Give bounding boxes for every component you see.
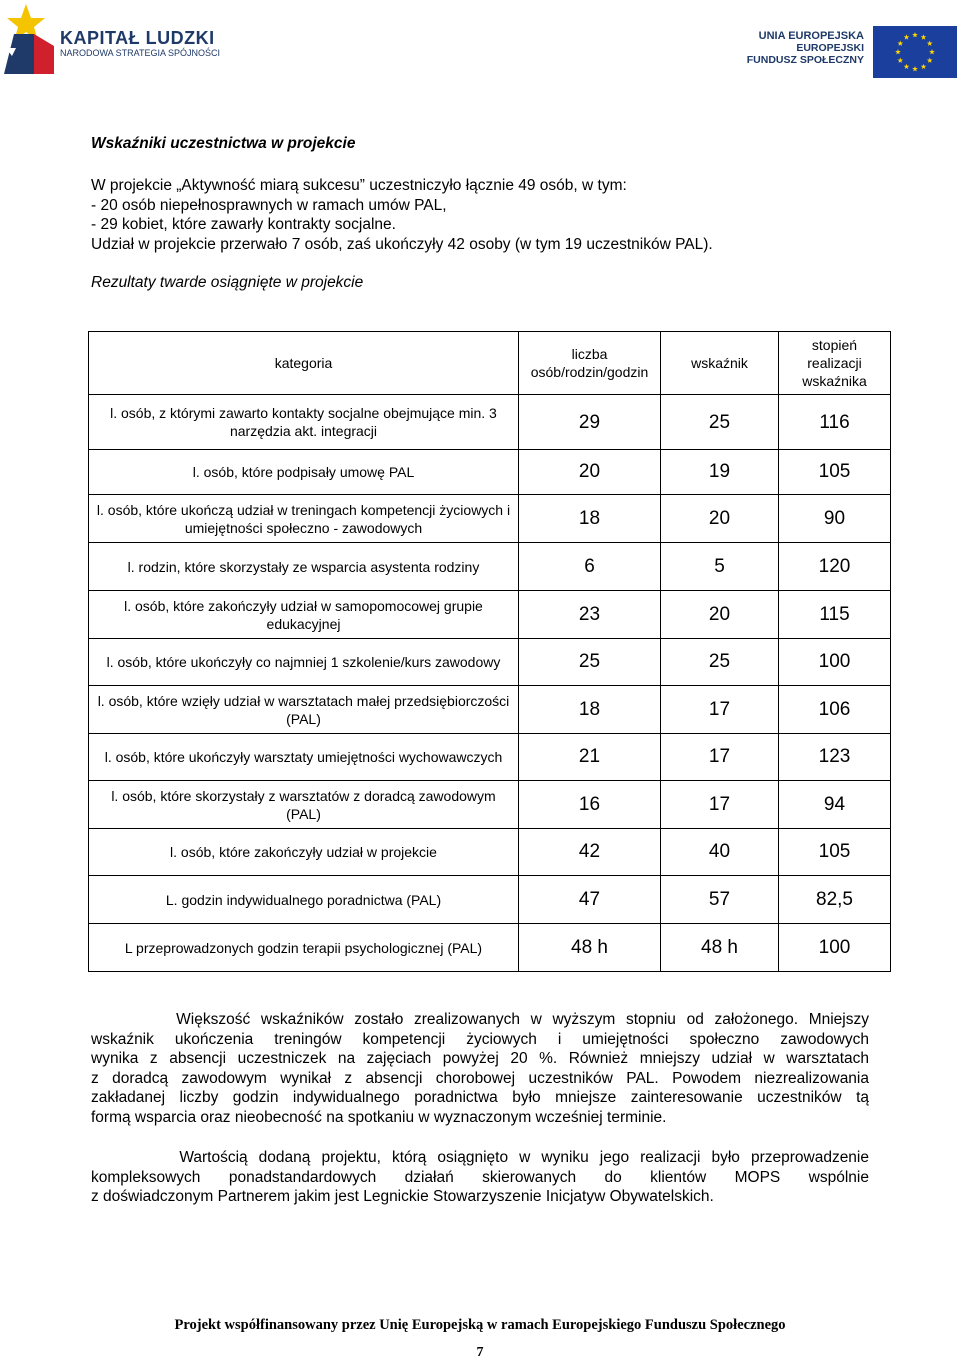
category-cell: l. osób, z którymi zawarto kontakty socjalne obejmujące min. 3 narzędzia akt. integracji (89, 395, 519, 450)
category-cell: l. osób, które zakończyły udział w projekcie (89, 829, 519, 876)
liczba-cell: 23 (519, 591, 661, 639)
table-row (89, 686, 891, 734)
header-wskaznik: wskaźnik (661, 332, 779, 395)
kapital-ludzki-logo (4, 4, 221, 74)
wskaznik-cell: 17 (661, 686, 779, 734)
wskaznik-cell: 20 (661, 591, 779, 639)
category-cell: l. osób, które zakończyły udział w samopomocowej grupie edukacyjnej (89, 591, 519, 639)
paragraph-line: wynika z absencji uczestniczek na zajęciach powyżej 20 %. Również mniejszy udział w warsztatach (91, 1050, 869, 1067)
wskaznik-cell: 25 (661, 395, 779, 450)
liczba-cell: 18 (519, 686, 661, 734)
intro-line: - 20 osób niepełnosprawnych w ramach umów PAL, (91, 196, 447, 214)
header-liczba: liczba osób/rodzin/godzin (519, 332, 661, 395)
stopien-cell: 94 (779, 781, 891, 829)
table-row (89, 639, 891, 686)
stopien-cell: 106 (779, 686, 891, 734)
intro-line: Udział w projekcie przerwało 7 osób, zaś ukończyły 42 osoby (w tym 19 uczestników PAL). (91, 235, 713, 253)
page-number: 7 (476, 1345, 484, 1360)
results-table (88, 331, 891, 972)
wskaznik-cell: 57 (661, 876, 779, 924)
stopien-cell: 123 (779, 734, 891, 781)
paragraph-line: wskaźnik ukończenia treningów kompetencji życiowych i umiejętności społeczno zawodowych (91, 1030, 869, 1048)
eu-fund-label (747, 30, 864, 66)
category-cell: l. osób, które ukończą udział w treningach kompetencji życiowych i umiejętności społeczno - zawodowych (89, 495, 519, 543)
liczba-cell: 47 (519, 876, 661, 924)
table-row (89, 829, 891, 876)
section-title-results: Rezultaty twarde osiągnięte w projekcie (91, 274, 364, 291)
intro-line: - 29 kobiet, które zawarły kontrakty socjalne. (91, 216, 396, 233)
wskaznik-cell: 25 (661, 639, 779, 686)
wskaznik-cell: 19 (661, 450, 779, 495)
category-cell: L. godzin indywidualnego poradnictwa (PAL) (89, 876, 519, 924)
liczba-cell: 25 (519, 639, 661, 686)
liczba-cell: 6 (519, 543, 661, 591)
stopien-cell: 105 (779, 829, 891, 876)
intro-text (91, 176, 713, 254)
wskaznik-cell: 20 (661, 495, 779, 543)
liczba-cell: 42 (519, 829, 661, 876)
intro-line: W projekcie „Aktywność miarą sukcesu” uczestniczyło łącznie 49 osób, w tym: (91, 177, 627, 194)
table-row (89, 450, 891, 495)
header-kategoria: kategoria (89, 332, 519, 395)
paragraph-line: z doradcą zawodowym wynikał z absencji chorobowej uczestników PAL. Powodem niezrealizowania (91, 1069, 869, 1087)
kapital-ludzki-star-emblem-icon (4, 4, 54, 74)
category-cell: l. rodzin, które skorzystały ze wsparcia asystenta rodziny (89, 543, 519, 591)
kapital-ludzki-title: KAPITAŁ LUDZKI (60, 28, 215, 48)
liczba-cell: 16 (519, 781, 661, 829)
table-row (89, 591, 891, 639)
paragraph-line: Wartością dodaną projektu, którą osiągnięto w wyniku jego realizacji było przeprowadzenie (91, 1149, 869, 1166)
summary-paragraph (91, 1010, 869, 1127)
table-row (89, 924, 891, 972)
stopien-cell: 90 (779, 495, 891, 543)
paragraph-line: zakładanej liczby godzin indywidualnego poradnictwa było mniejsze zainteresowanie uczestników tą (91, 1089, 869, 1106)
stopien-cell: 100 (779, 924, 891, 972)
liczba-cell: 48 h (519, 924, 661, 972)
wskaznik-cell: 40 (661, 829, 779, 876)
category-cell: l. osób, które ukończyły warsztaty umiejętności wychowawczych (89, 734, 519, 781)
stopien-cell: 116 (779, 395, 891, 450)
table-row (89, 781, 891, 829)
table-header-row (89, 332, 891, 395)
table-row (89, 876, 891, 924)
category-cell: l. osób, które skorzystały z warsztatów z doradcą zawodowym (PAL) (89, 781, 519, 829)
paragraph-line: Większość wskaźników zostało zrealizowanych w wyższym stopniu od założonego. Mniejszy (91, 1011, 869, 1028)
header-stopien: stopień realizacji wskaźnika (779, 332, 891, 395)
category-cell: L przeprowadzonych godzin terapii psychologicznej (PAL) (89, 924, 519, 972)
section-title-participation: Wskaźniki uczestnictwa w projekcie (91, 135, 356, 152)
stopien-cell: 82,5 (779, 876, 891, 924)
table-row (89, 495, 891, 543)
liczba-cell: 29 (519, 395, 661, 450)
wskaznik-cell: 48 h (661, 924, 779, 972)
eu-flag-icon (873, 26, 957, 78)
wskaznik-cell: 17 (661, 781, 779, 829)
liczba-cell: 20 (519, 450, 661, 495)
footer-cofinancing-note: Projekt współfinansowany przez Unię Europejską w ramach Europejskiego Funduszu Społecznego (174, 1317, 786, 1333)
paragraph-line: formą wsparcia oraz nieobecność na spotkaniu w wyznaczonym wcześniej terminie. (91, 1108, 667, 1126)
table-row (89, 543, 891, 591)
added-value-paragraph (91, 1148, 869, 1207)
eu-label-line3: FUNDUSZ SPOŁECZNY (746, 54, 864, 66)
page-header (0, 0, 960, 90)
table-row (89, 734, 891, 781)
category-cell: l. osób, które ukończyły co najmniej 1 szkolenie/kurs zawodowy (89, 639, 519, 686)
eu-label-line1: UNIA EUROPEJSKA (758, 30, 864, 42)
liczba-cell: 21 (519, 734, 661, 781)
wskaznik-cell: 17 (661, 734, 779, 781)
category-cell: l. osób, które podpisały umowę PAL (89, 450, 519, 495)
stopien-cell: 115 (779, 591, 891, 639)
paragraph-line: z doświadczonym Partnerem jakim jest Legnickie Stowarzyszenie Inicjatyw Obywatelskich. (91, 1188, 714, 1205)
liczba-cell: 18 (519, 495, 661, 543)
kapital-ludzki-subtitle: NARODOWA STRATEGIA SPÓJNOŚCI (60, 48, 221, 58)
eu-label-line2: EUROPEJSKI (796, 42, 864, 54)
table-row (89, 395, 891, 450)
wskaznik-cell: 5 (661, 543, 779, 591)
stopien-cell: 120 (779, 543, 891, 591)
category-cell: l. osób, które wzięły udział w warsztatach małej przedsiębiorczości (PAL) (89, 686, 519, 734)
paragraph-line: kompleksowych ponadstandardowych działań skierowanych do klientów MOPS wspólnie (91, 1168, 869, 1186)
stopien-cell: 105 (779, 450, 891, 495)
stopien-cell: 100 (779, 639, 891, 686)
